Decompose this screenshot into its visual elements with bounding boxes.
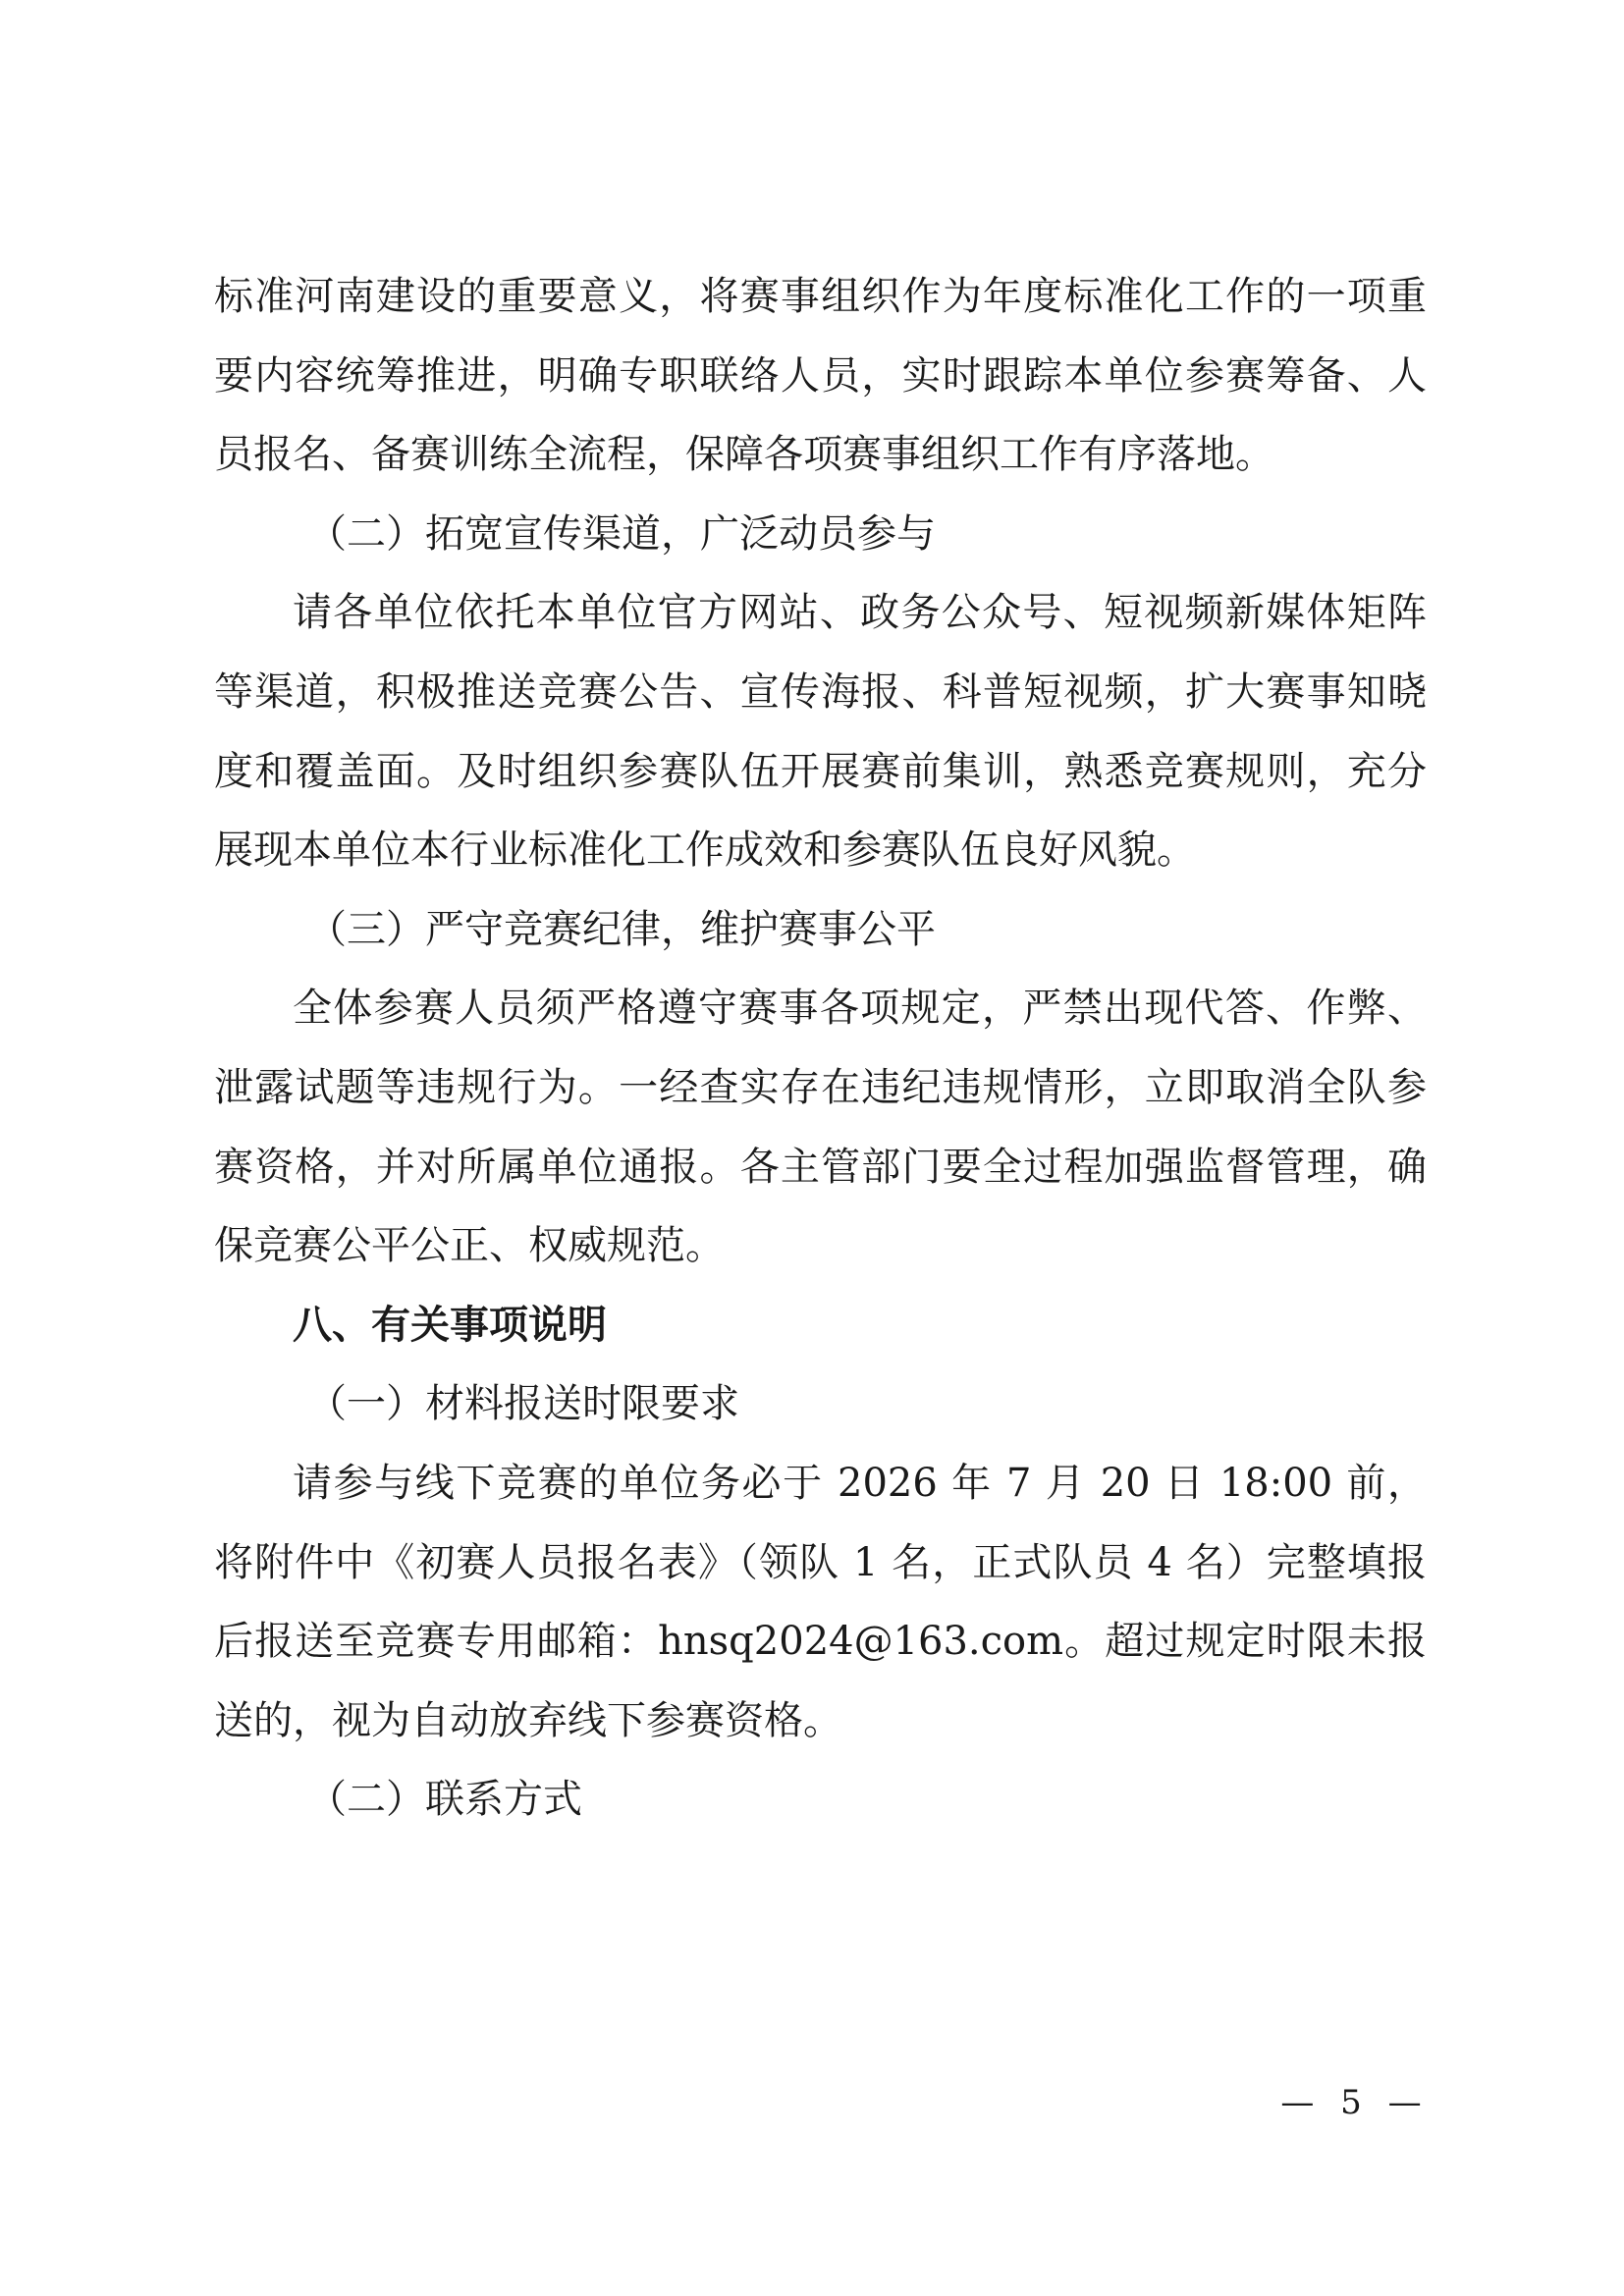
page-number: — 5 — — [1280, 2083, 1430, 2122]
paragraph-publicity: 请各单位依托本单位官方网站、政务公众号、短视频新媒体矩阵等渠道，积极推送竞赛公告、宣传海报、科普短视频，扩大赛事知晓度和覆盖面。及时组织参赛队伍开展赛前集训，熟悉竞赛规则，充分展现本单位本行业标准化工作成效和参赛队伍良好风貌。 — [214, 590, 1427, 874]
paragraph-importance: 标准河南建设的重要意义，将赛事组织作为年度标准化工作的一项重要内容统筹推进，明确专职联络人员，实时跟踪本单位参赛筹备、人员报名、备赛训练全流程，保障各项赛事组织工作有序落地。 — [214, 274, 1427, 478]
subheading-deadline: （一）材料报送时限要求 — [307, 1381, 739, 1427]
subheading-contact: （二）联系方式 — [307, 1777, 582, 1823]
document-body — [214, 257, 1427, 1840]
subheading-publicity: （二）拓宽宣传渠道，广泛动员参与 — [307, 510, 936, 557]
paragraph-discipline: 全体参赛人员须严格遵守赛事各项规定，严禁出现代答、作弊、泄露试题等违规行为。一经查实存在违纪违规情形，立即取消全队参赛资格，并对所属单位通报。各主管部门要全过程加强监督管理，确保竞赛公平公正、权威规范。 — [214, 986, 1427, 1269]
paragraph-deadline: 请参与线下竞赛的单位务必于 2026 年 7 月 20 日 18:00 前，将附件中《初赛人员报名表》（领队 1 名，正式队员 4 名）完整填报后报送至竞赛专用邮箱：hnsq2024@163.com。超过规定时限未报送的，视为自动放弃线下参赛资格。 — [214, 1460, 1427, 1743]
section-heading-matters: 八、有关事项说明 — [293, 1302, 607, 1348]
subheading-discipline: （三）严守竞赛纪律，维护赛事公平 — [307, 906, 936, 952]
